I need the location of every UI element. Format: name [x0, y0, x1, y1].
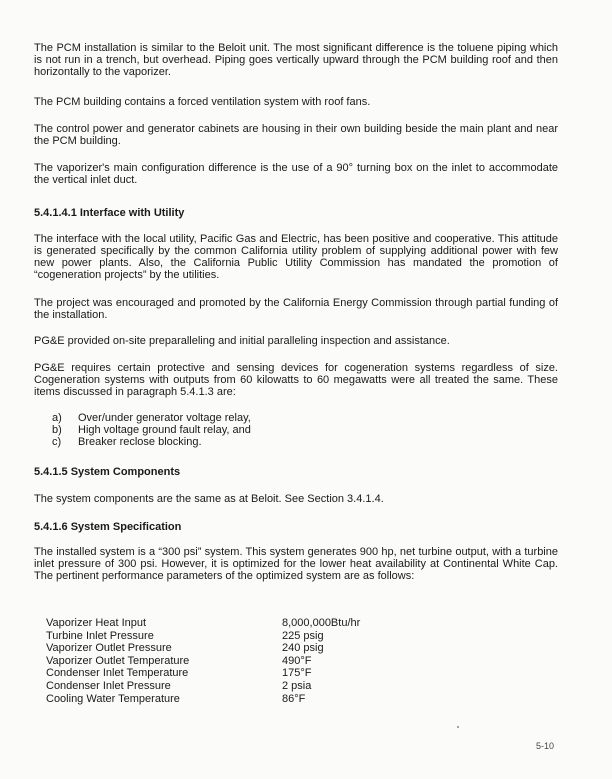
paragraph-pge-requires: PG&E requires certain protective and sensing devices for cogeneration systems regardless of size. Cogeneration systems with outputs from 60 kilowatts to 60 megawatts were all treated the same. These items discussed in paragraph 5.4.1.3 are:	[34, 362, 558, 398]
paragraph-pge-provided: PG&E provided on-site preparalleling and initial paralleling inspection and assistance.	[34, 335, 450, 347]
page-number: 5-10	[535, 741, 554, 751]
list-item	[52, 436, 251, 448]
paragraph-pcm-building: The PCM building contains a forced ventilation system with roof fans.	[34, 96, 371, 108]
list-item-text: Breaker reclose blocking.	[78, 436, 202, 448]
table-row	[46, 617, 360, 630]
parameter-label: Vaporizer Outlet Pressure	[46, 642, 172, 655]
paragraph-vaporizer: The vaporizer's main configuration difference is the use of a 90° turning box on the inlet to accommodate the vertical inlet duct.	[34, 162, 558, 186]
list-marker: c)	[52, 436, 62, 448]
parameter-value: 225 psig	[282, 629, 324, 642]
paragraph-interface: The interface with the local utility, Pacific Gas and Electric, has been positive and cooperative. This attitude is generated specifically by the common California utility problem of supplying additional power with few new power plants. Also, the California Public Utility Commission has mandated the promotion of “cogeneration projects” by the utilities.	[34, 233, 558, 281]
table-row	[46, 630, 360, 643]
parameter-label: Cooling Water Temperature	[46, 692, 180, 705]
table-row	[46, 655, 360, 668]
paragraph-control-power: The control power and generator cabinets are housing in their own building beside the main plant and near the PCM building.	[34, 123, 558, 147]
heading-system-components: 5.4.1.5 System Components	[34, 466, 181, 478]
paragraph-encouraged: The project was encouraged and promoted by the California Energy Commission through partial funding of the installation.	[34, 297, 558, 321]
parameter-value: 175°F	[282, 667, 312, 680]
table-row	[46, 667, 360, 680]
paragraph-components: The system components are the same as at Beloit. See Section 3.4.1.4.	[34, 493, 384, 505]
list-item-text: Over/under generator voltage relay,	[78, 412, 251, 424]
list-item	[52, 412, 251, 424]
list-item-text: High voltage ground fault relay, and	[78, 424, 251, 436]
parameter-value: 2 psia	[282, 679, 312, 692]
table-row	[46, 680, 360, 693]
list-marker: a)	[52, 412, 62, 424]
paragraph-specification: The installed system is a “300 psi” system. This system generates 900 hp, net turbine output, with a turbine inlet pressure of 300 psi. However, it is optimized for the lower heat availability at Continental White Cap. The pertinent performance parameters of the optimized system are as follows:	[34, 546, 558, 582]
parameter-label: Vaporizer Outlet Temperature	[46, 654, 190, 667]
paragraph-pcm-installation: The PCM installation is similar to the Beloit unit. The most significant difference is the toluene piping which is not run in a trench, but overhead. Piping goes vertically upward through the PCM building roof and then horizontally to the vaporizer.	[34, 42, 558, 78]
heading-interface-with-utility: 5.4.1.4.1 Interface with Utility	[34, 207, 185, 219]
protective-devices-list	[52, 412, 251, 448]
list-marker: b)	[52, 424, 62, 436]
scan-speck	[457, 726, 459, 728]
parameter-value: 490°F	[282, 654, 312, 667]
table-row	[46, 693, 360, 706]
parameter-value: 240 psig	[282, 642, 324, 655]
parameter-label: Condenser Inlet Pressure	[46, 679, 171, 692]
parameter-value: 8,000,000Btu/hr	[282, 617, 361, 629]
heading-system-specification: 5.4.1.6 System Specification	[34, 521, 182, 533]
parameter-value: 86°F	[282, 692, 306, 705]
parameter-label: Condenser Inlet Temperature	[46, 667, 189, 680]
parameter-label: Turbine Inlet Pressure	[46, 629, 154, 642]
table-row	[46, 642, 360, 655]
parameter-label: Vaporizer Heat Input	[46, 617, 147, 629]
list-item	[52, 424, 251, 436]
performance-parameters-table	[46, 617, 360, 705]
